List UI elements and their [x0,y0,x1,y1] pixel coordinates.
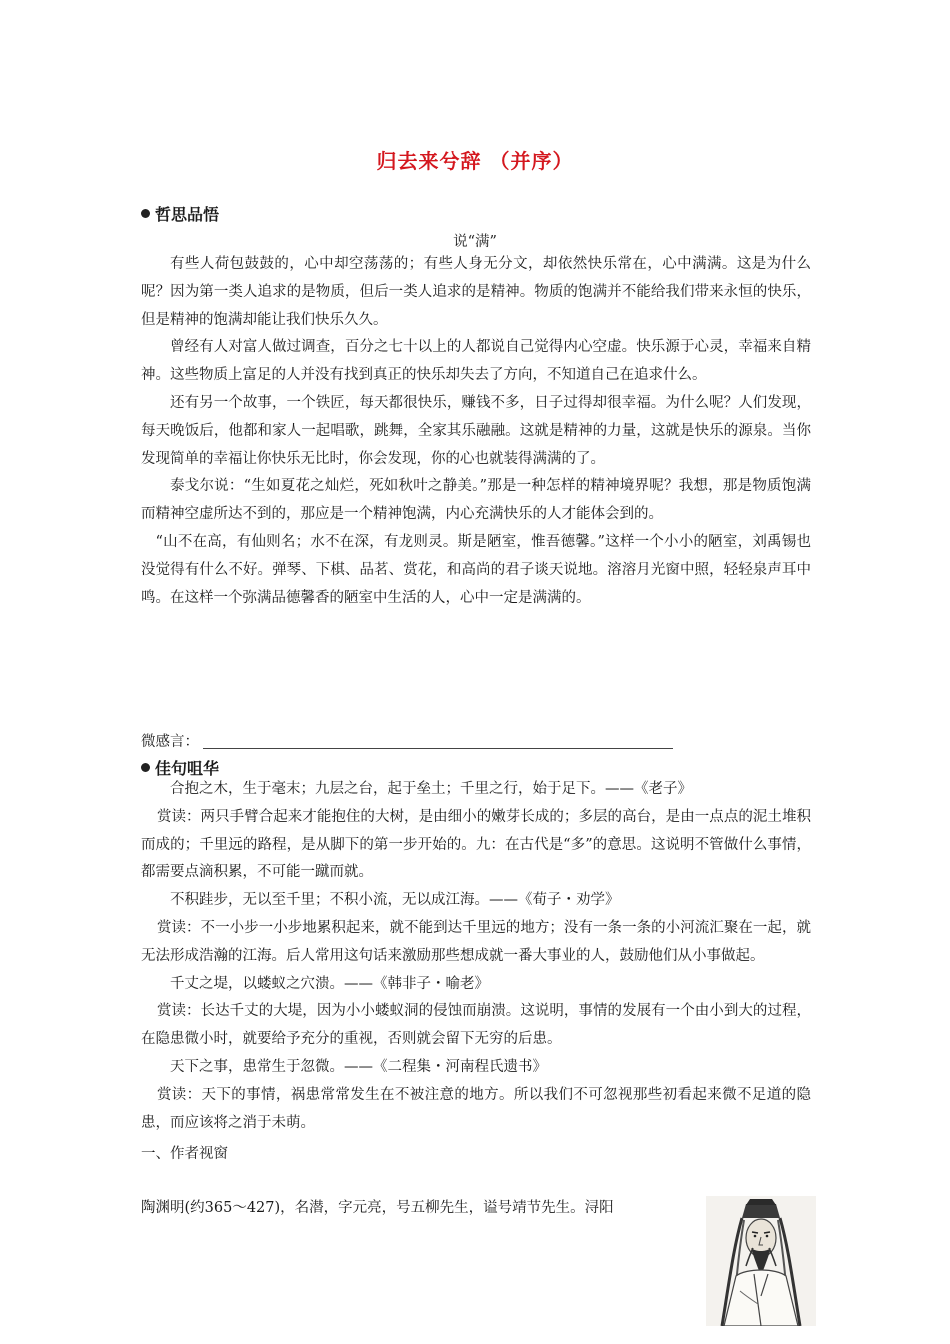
essay-paragraph: 曾经有人对富人做过调查，百分之七十以上的人都说自己觉得内心空虚。快乐源于心灵，幸福来自精神。这些物质上富足的人并没有找到真正的快乐却失去了方向，不知道自己在追求什么。 [141,339,811,384]
essay-subtitle: 说“满” [453,234,497,250]
author-intro-text: 陶渊明(约365～427)，名潜，字元亮，号五柳先生，谥号靖节先生。浔阳 [141,1200,614,1216]
section-heading-text: 哲思品悟 [155,205,220,224]
quote-line: 千丈之堤，以蝼蚁之穴溃。——《韩非子・喻老》 [170,975,489,992]
bullet-dot-icon [141,763,150,772]
essay-paragraph: “山不在高，有仙则名；水不在深，有龙则灵。斯是陋室，惟吾德馨。”这样一个小小的陋室，刘禹锡也没觉得有什么不好。弹琴、下棋、品茗、赏花，和高尚的君子谈天说地。溶溶月光窗中照，轻轻泉声耳中鸣。在这样一个弥满品德馨香的陋室中生活的人，心中一定是满满的。 [141,533,811,606]
essay-paragraph: 还有另一个故事，一个铁匠，每天都很快乐，赚钱不多，日子过得却很幸福。为什么呢？人们发现，每天晚饭后，他都和家人一起唱歌，跳舞，全家其乐融融。这就是精神的力量，这就是快乐的源泉。当你发现简单的幸福让你快乐无比时，你会发现，你的心也就装得满满的了。 [141,394,811,467]
reflection-line [141,730,673,751]
quote-comment: 赏读：不一小步一小步地累积起来，就不能到达千里远的地方；没有一条一条的小河流汇聚在一起，就无法形成浩瀚的江海。后人常用这句话来激励那些想成就一番大事业的人，鼓励他们从小事做起。 [141,919,811,964]
author-window-label: 一、作者视窗 [141,1146,228,1162]
quote-line: 天下之事，患常生于忽微。——《二程集・河南程氏遗书》 [170,1058,547,1075]
reflection-label: 微感言： [141,734,199,750]
quote-comment: 赏读：两只手臂合起来才能抱住的大树，是由细小的嫩芽长成的；多层的高台，是由一点点的泥土堆积而成的；千里远的路程，是从脚下的第一步开始的。九：在古代是“多”的意思。这说明不管做什么事情，都需要点滴积累，不可能一蹴而就。 [141,808,811,881]
essay-body [141,251,811,612]
quote-line: 不积跬步，无以至千里；不积小流，无以成江海。——《荀子・劝学》 [170,892,620,909]
quote-comment: 赏读：天下的事情，祸患常常发生在不被注意的地方。所以我们不可忽视那些初看起来微不足道的隐患，而应该将之消于未萌。 [141,1086,811,1131]
section-heading-text: 佳句咀华 [155,759,220,778]
quote-comment: 赏读：长达千丈的大堤，因为小小蝼蚁洞的侵蚀而崩溃。这说明，事情的发展有一个由小到大的过程，在隐患微小时，就要给予充分的重视，否则就会留下无穷的后患。 [141,1003,811,1048]
quote-line: 合抱之木，生于毫末；九层之台，起于垒土；千里之行，始于足下。——《老子》 [170,781,692,797]
bullet-dot-icon [141,209,150,218]
reflection-blank [203,734,673,749]
section-heading-philosophy [141,202,219,225]
quotes-body [141,776,811,1137]
author-portrait-image [706,1196,816,1326]
essay-paragraph: 有些人荷包鼓鼓的，心中却空荡荡的；有些人身无分文，却依然快乐常在，心中满满。这是为什么呢？因为第一类人追求的是物质，但后一类人追求的是精神。物质的饱满并不能给我们带来永恒的快乐，但是精神的饱满却能让我们快乐久久。 [141,256,811,328]
essay-paragraph: 泰戈尔说：“生如夏花之灿烂，死如秋叶之静美。”那是一种怎样的精神境界呢？我想，那是物质饱满而精神空虚所达不到的，那应是一个精神饱满，内心充满快乐的人才能体会到的。 [141,478,811,523]
page-title: 归去来兮辞 （并序） [376,149,574,173]
